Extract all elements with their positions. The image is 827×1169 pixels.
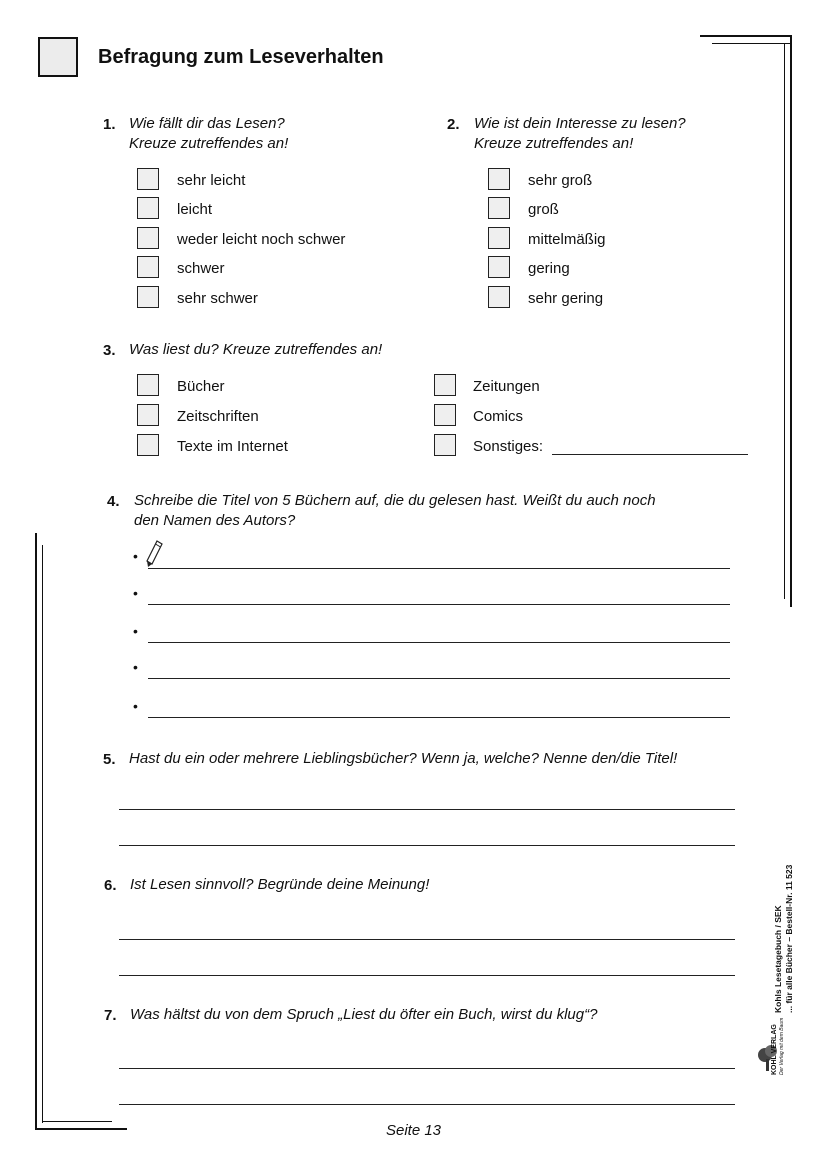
q5-number: 5. bbox=[103, 751, 116, 768]
q2-line2: Kreuze zutreffendes an! bbox=[474, 135, 634, 152]
q7-answer-line-2[interactable] bbox=[119, 1104, 735, 1105]
q3-option-sonstiges: Sonstiges: bbox=[473, 438, 544, 455]
q3-sonstiges-line[interactable] bbox=[552, 454, 748, 455]
q3-checkbox-zeitschriften[interactable] bbox=[137, 404, 159, 426]
q3-option-internet: Texte im Internet bbox=[177, 438, 288, 455]
q1-option-4: schwer bbox=[177, 260, 225, 277]
publisher-line-2: ... für alle Bücher – Bestell-Nr. 11 523 bbox=[784, 864, 794, 1013]
q2-checkbox-4[interactable] bbox=[488, 256, 510, 278]
q4-answer-line-5[interactable] bbox=[148, 717, 730, 718]
q5-answer-line-2[interactable] bbox=[119, 845, 735, 846]
q1-checkbox-2[interactable] bbox=[137, 197, 159, 219]
q3-option-comics: Comics bbox=[473, 408, 524, 425]
q2-number: 2. bbox=[447, 116, 460, 133]
q4-question bbox=[134, 491, 656, 531]
publisher-logo-text: KOHL VERLAG bbox=[771, 1024, 778, 1075]
q1-line1: Wie fällt dir das Lesen? bbox=[129, 115, 285, 132]
q7-number: 7. bbox=[104, 1007, 117, 1024]
publisher-line-1: Kohls Lesetagebuch / SEK bbox=[773, 905, 783, 1013]
frame-top-right-h2 bbox=[712, 43, 792, 44]
q2-question bbox=[474, 114, 686, 154]
q4-bullet-4: • bbox=[133, 659, 138, 675]
q3-number: 3. bbox=[103, 342, 116, 359]
q1-line2: Kreuze zutreffendes an! bbox=[129, 135, 289, 152]
q4-line1: Schreibe die Titel von 5 Büchern auf, die du gelesen hast. Weißt du auch noch bbox=[134, 492, 656, 509]
q4-answer-line-4[interactable] bbox=[148, 678, 730, 679]
q3-checkbox-comics[interactable] bbox=[434, 404, 456, 426]
q6-question: Ist Lesen sinnvoll? Begründe deine Meinung! bbox=[130, 876, 430, 893]
publisher-logo-tagline: Der Verlag mit dem Baum bbox=[779, 1017, 785, 1075]
publisher-info bbox=[757, 835, 807, 1075]
q4-bullet-1: • bbox=[133, 548, 138, 564]
q4-bullet-2: • bbox=[133, 585, 138, 601]
q7-answer-line-1[interactable] bbox=[119, 1068, 735, 1069]
q2-option-3: mittelmäßig bbox=[528, 231, 606, 248]
q1-checkbox-1[interactable] bbox=[137, 168, 159, 190]
pencil-icon bbox=[145, 540, 163, 568]
q1-option-1: sehr leicht bbox=[177, 172, 246, 189]
q4-answer-line-1[interactable] bbox=[148, 568, 730, 569]
q5-question: Hast du ein oder mehrere Lieblingsbücher? Wenn ja, welche? Nenne den/die Titel! bbox=[129, 750, 678, 767]
q1-option-5: sehr schwer bbox=[177, 290, 258, 307]
page-number: Seite 13 bbox=[385, 1122, 442, 1139]
frame-left-v1 bbox=[35, 533, 37, 1130]
q3-option-zeitungen: Zeitungen bbox=[473, 378, 540, 395]
q1-checkbox-3[interactable] bbox=[137, 227, 159, 249]
q1-option-3: weder leicht noch schwer bbox=[177, 231, 346, 248]
q1-question bbox=[129, 114, 288, 154]
q4-line2: den Namen des Autors? bbox=[134, 512, 296, 529]
q2-checkbox-5[interactable] bbox=[488, 286, 510, 308]
q2-checkbox-3[interactable] bbox=[488, 227, 510, 249]
frame-right-v2 bbox=[784, 43, 785, 599]
title-checkbox[interactable] bbox=[38, 37, 78, 77]
q1-checkbox-4[interactable] bbox=[137, 256, 159, 278]
q2-checkbox-1[interactable] bbox=[488, 168, 510, 190]
q3-question: Was liest du? Kreuze zutreffendes an! bbox=[129, 341, 383, 358]
q1-checkbox-5[interactable] bbox=[137, 286, 159, 308]
q2-option-5: sehr gering bbox=[528, 290, 604, 307]
q4-answer-line-3[interactable] bbox=[148, 642, 730, 643]
q2-checkbox-2[interactable] bbox=[488, 197, 510, 219]
q4-number: 4. bbox=[107, 493, 120, 510]
q2-option-4: gering bbox=[528, 260, 570, 277]
q1-number: 1. bbox=[103, 116, 116, 133]
q2-option-2: groß bbox=[528, 201, 559, 218]
q3-checkbox-zeitungen[interactable] bbox=[434, 374, 456, 396]
q2-option-1: sehr groß bbox=[528, 172, 593, 189]
q3-option-zeitschriften: Zeitschriften bbox=[177, 408, 259, 425]
q4-bullet-5: • bbox=[133, 698, 138, 714]
q3-checkbox-sonstiges[interactable] bbox=[434, 434, 456, 456]
q3-checkbox-internet[interactable] bbox=[137, 434, 159, 456]
frame-top-right-h1 bbox=[700, 35, 792, 37]
q3-checkbox-buecher[interactable] bbox=[137, 374, 159, 396]
q6-number: 6. bbox=[104, 877, 117, 894]
q2-line1: Wie ist dein Interesse zu lesen? bbox=[474, 115, 686, 132]
q1-option-2: leicht bbox=[177, 201, 213, 218]
frame-right-v1 bbox=[790, 35, 792, 607]
q4-bullet-3: • bbox=[133, 623, 138, 639]
q4-answer-line-2[interactable] bbox=[148, 604, 730, 605]
q5-answer-line-1[interactable] bbox=[119, 809, 735, 810]
q6-answer-line-1[interactable] bbox=[119, 939, 735, 940]
q3-option-buecher: Bücher bbox=[177, 378, 225, 395]
frame-left-v2 bbox=[42, 545, 43, 1123]
page-title: Befragung zum Leseverhalten bbox=[98, 46, 384, 68]
q6-answer-line-2[interactable] bbox=[119, 975, 735, 976]
q7-question: Was hältst du von dem Spruch „Liest du öfter ein Buch, wirst du klug“? bbox=[130, 1006, 598, 1023]
